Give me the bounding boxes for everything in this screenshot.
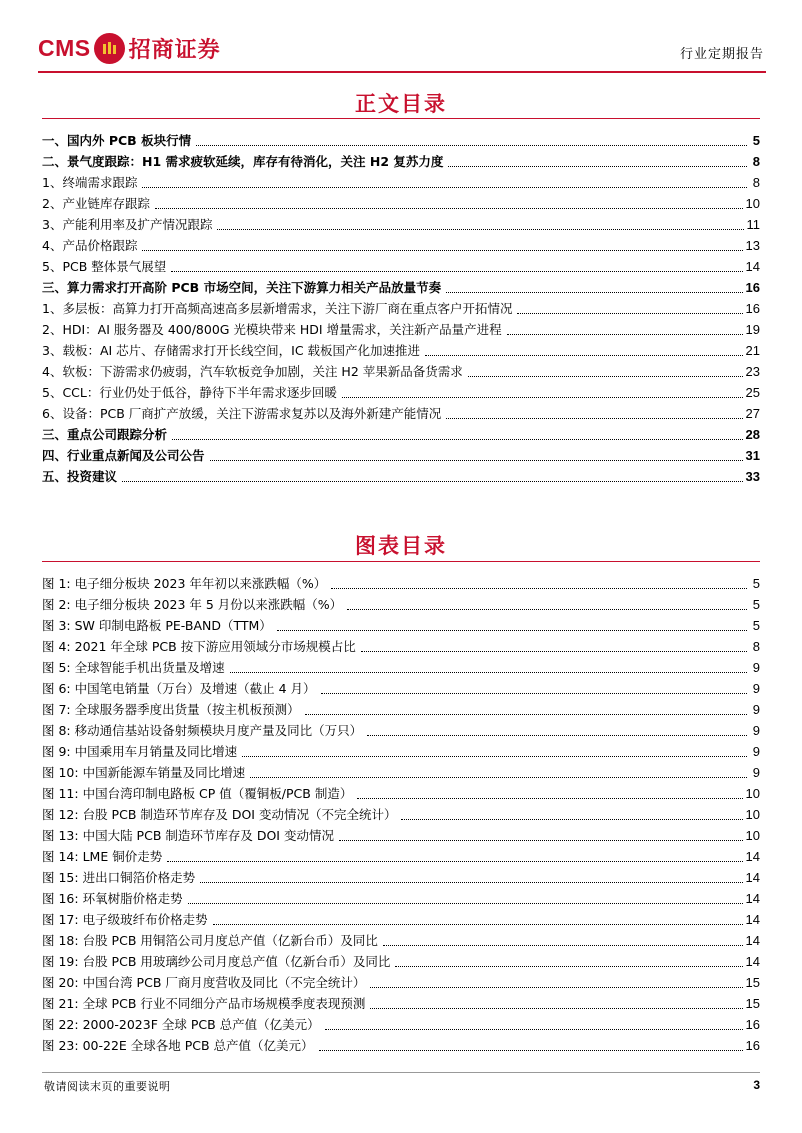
toc-entry[interactable] (42, 254, 760, 275)
company-logo (38, 28, 221, 68)
footer-divider (42, 1072, 760, 1073)
toc-entry[interactable] (42, 380, 760, 401)
figure-entry-page: 9 (752, 702, 760, 717)
figure-number: 图 12: (42, 807, 79, 822)
figure-caption: 全球服务器季度出货量（按主机板预测） (74, 702, 300, 717)
toc-entry[interactable] (42, 338, 760, 359)
figure-number: 图 18: (42, 933, 79, 948)
figure-caption: 中国新能源车销量及同比增速 (82, 765, 246, 780)
figure-entry-title (42, 597, 344, 613)
figure-entry-page: 9 (752, 681, 760, 696)
toc-entry-page: 5 (752, 133, 760, 148)
figure-entry-title (42, 576, 328, 592)
toc-entry-page: 13 (745, 238, 760, 253)
figure-entry-title (42, 975, 367, 991)
toc-leader-dots (188, 892, 743, 904)
figure-number: 图 10: (42, 765, 79, 780)
figure-caption: 中国笔电销量（万台）及增速（截止 4 月） (74, 681, 316, 696)
figure-entry[interactable] (42, 802, 760, 823)
toc-leader-dots (319, 1039, 743, 1051)
toc-entry-page: 16 (745, 280, 760, 295)
figure-caption: LME 铜价走势 (82, 849, 163, 864)
toc-leader-dots (446, 407, 742, 419)
figure-caption: 中国乘用车月销量及同比增速 (74, 744, 238, 759)
toc-leader-dots (277, 619, 747, 631)
figure-caption: 电子级玻纤布价格走势 (82, 912, 208, 927)
figure-entry-page: 9 (752, 723, 760, 738)
figure-entry-title (42, 744, 239, 760)
toc-leader-dots (395, 955, 742, 967)
figure-entry-title (42, 870, 197, 886)
toc-leader-dots (242, 745, 747, 757)
figure-number: 图 16: (42, 891, 79, 906)
figure-number: 图 17: (42, 912, 79, 927)
figure-number: 图 9: (42, 744, 71, 759)
toc-leader-dots (217, 218, 743, 230)
figure-entry-page: 14 (745, 849, 760, 864)
figure-entry-title (42, 933, 380, 949)
logo-latin: CMS (38, 34, 91, 61)
toc-leader-dots (230, 661, 747, 673)
figure-caption: SW 印制电路板 PE-BAND（TTM） (74, 618, 272, 633)
toc-leader-dots (357, 787, 742, 799)
figure-entry-page: 5 (752, 618, 760, 633)
toc-leader-dots (167, 850, 742, 862)
figure-number: 图 21: (42, 996, 79, 1011)
toc-entry-title: 一、国内外 PCB 板块行情 (42, 133, 192, 148)
main-toc-title: 正文目录 (355, 91, 447, 116)
figure-caption: 全球 PCB 行业不同细分产品市场规模季度表现预测 (82, 996, 366, 1011)
figure-entry-title (42, 912, 210, 928)
report-type: 行业定期报告 (679, 47, 764, 62)
figure-entry[interactable] (42, 634, 760, 655)
figure-entry[interactable] (42, 970, 760, 991)
figure-number: 图 15: (42, 870, 79, 885)
figure-number: 图 7: (42, 702, 71, 717)
toc-entry[interactable] (42, 170, 760, 191)
toc-leader-dots (448, 155, 747, 167)
figure-entry[interactable] (42, 949, 760, 970)
figure-caption: 中国台湾印制电路板 CP 值（覆铜板/PCB 制造） (82, 786, 353, 801)
figure-entry[interactable] (42, 676, 760, 697)
page-number: 3 (753, 1078, 760, 1092)
toc-entry-title: 6、设备：PCB 厂商扩产放缓，关注下游需求复苏以及海外新建产能情况 (42, 406, 442, 421)
toc-entry-page: 27 (745, 406, 760, 421)
figure-entry-page: 15 (745, 975, 760, 990)
figure-entry[interactable] (42, 907, 760, 928)
toc-leader-dots (425, 344, 742, 356)
logo-chinese-name: 招商证券 (128, 36, 221, 63)
figure-entry[interactable] (42, 823, 760, 844)
toc-leader-dots (347, 598, 747, 610)
figure-entry-page: 16 (745, 1017, 760, 1032)
figure-entry-page: 10 (745, 807, 760, 822)
figure-entry-title (42, 1038, 316, 1054)
figure-caption: 中国台湾 PCB 厂商月度营收及同比（不完全统计） (82, 975, 366, 990)
figure-number: 图 8: (42, 723, 71, 738)
figure-entry[interactable] (42, 886, 760, 907)
figure-entry-title (42, 849, 164, 865)
figure-entry-page: 14 (745, 954, 760, 969)
toc-entry[interactable] (42, 422, 760, 443)
toc-entry-title: 4、产品价格跟踪 (42, 238, 138, 253)
figure-toc-list (42, 571, 760, 1054)
toc-leader-dots (210, 449, 743, 461)
toc-entry-page: 33 (745, 469, 760, 484)
toc-entry-page: 28 (745, 427, 760, 442)
figure-entry[interactable] (42, 781, 760, 802)
toc-leader-dots (370, 976, 742, 988)
figure-number: 图 23: (42, 1038, 79, 1053)
toc-entry[interactable] (42, 128, 760, 149)
figure-caption: 2021 年全球 PCB 按下游应用领域分市场规模占比 (74, 639, 356, 654)
toc-leader-dots (250, 766, 747, 778)
figure-entry-title (42, 891, 185, 907)
figure-entry-page: 10 (745, 828, 760, 843)
figure-caption: 台股 PCB 用铜箔公司月度总产值（亿新台币）及同比 (82, 933, 378, 948)
figure-entry-title (42, 681, 318, 697)
toc-leader-dots (171, 260, 742, 272)
figure-entry[interactable] (42, 865, 760, 886)
toc-entry-page: 8 (752, 154, 760, 169)
figure-entry-page: 9 (752, 765, 760, 780)
toc-entry-title: 2、HDI：AI 服务器及 400/800G 光模块带来 HDI 增量需求，关注新产品量产进程 (42, 322, 502, 337)
toc-leader-dots (367, 724, 747, 736)
figure-number: 图 1: (42, 576, 71, 591)
toc-entry[interactable] (42, 191, 760, 212)
toc-leader-dots (507, 323, 743, 335)
figure-caption: 台股 PCB 制造环节库存及 DOI 变动情况（不完全统计） (82, 807, 397, 822)
toc-leader-dots (122, 470, 743, 482)
figure-entry-title (42, 723, 364, 739)
toc-entry-page: 23 (745, 364, 760, 379)
figure-entry-page: 14 (745, 891, 760, 906)
toc-leader-dots (342, 386, 743, 398)
figure-entry-page: 15 (745, 996, 760, 1011)
figure-entry-title (42, 807, 398, 823)
toc-leader-dots (321, 682, 747, 694)
toc-entry-page: 31 (745, 448, 760, 463)
figure-entry-title (42, 828, 336, 844)
figure-entry-page: 5 (752, 597, 760, 612)
main-toc-list (42, 128, 760, 485)
figure-caption: 中国大陆 PCB 制造环节库存及 DOI 变动情况 (82, 828, 334, 843)
toc-entry-page: 14 (745, 259, 760, 274)
toc-entry-page: 19 (745, 322, 760, 337)
figure-number: 图 2: (42, 597, 71, 612)
figure-entry-title (42, 765, 247, 781)
toc-leader-dots (370, 997, 742, 1009)
figure-entry-page: 16 (745, 1038, 760, 1053)
toc-entry[interactable] (42, 149, 760, 170)
toc-entry-title: 2、产业链库存跟踪 (42, 196, 150, 211)
figure-entry[interactable] (42, 760, 760, 781)
toc-entry-page: 11 (746, 217, 760, 232)
footer-disclaimer: 敬请阅读末页的重要说明 (44, 1080, 171, 1093)
toc-leader-dots (200, 871, 742, 883)
toc-leader-dots (325, 1018, 743, 1030)
figure-entry-page: 10 (745, 786, 760, 801)
toc-leader-dots (383, 934, 743, 946)
figure-entry[interactable] (42, 592, 760, 613)
figure-entry[interactable] (42, 571, 760, 592)
toc-entry-title: 四、行业重点新闻及公司公告 (42, 448, 205, 463)
figure-caption: 2000-2023F 全球 PCB 总产值（亿美元） (82, 1017, 320, 1032)
logo-emblem-icon (94, 33, 125, 64)
figure-entry-title (42, 618, 274, 634)
toc-entry[interactable] (42, 359, 760, 380)
toc-entry-page: 8 (752, 175, 760, 190)
figure-entry[interactable] (42, 697, 760, 718)
figure-caption: 电子细分板块 2023 年 5 月份以来涨跌幅（%） (74, 597, 343, 612)
figure-number: 图 13: (42, 828, 79, 843)
toc-entry[interactable] (42, 212, 760, 233)
toc-leader-dots (155, 197, 743, 209)
figure-number: 图 3: (42, 618, 71, 633)
toc-leader-dots (142, 239, 742, 251)
toc-entry[interactable] (42, 296, 760, 317)
toc-entry-title: 1、多层板：高算力打开高频高速高多层新增需求，关注下游厂商在重点客户开拓情况 (42, 301, 513, 316)
toc-leader-dots (401, 808, 742, 820)
toc-entry[interactable] (42, 233, 760, 254)
toc-leader-dots (361, 640, 747, 652)
toc-entry-title: 1、终端需求跟踪 (42, 175, 138, 190)
figure-entry-page: 9 (752, 744, 760, 759)
figure-entry-page: 14 (745, 870, 760, 885)
toc-entry-title: 二、景气度跟踪：H1 需求疲软延续，库存有待消化，关注 H2 复苏力度 (42, 154, 444, 169)
figure-number: 图 14: (42, 849, 79, 864)
figure-entry[interactable] (42, 739, 760, 760)
figure-number: 图 20: (42, 975, 79, 990)
figure-number: 图 6: (42, 681, 71, 696)
toc-entry-page: 25 (745, 385, 760, 400)
figure-entry-title (42, 786, 354, 802)
figure-entry[interactable] (42, 928, 760, 949)
toc-entry[interactable] (42, 317, 760, 338)
figure-caption: 环氧树脂价格走势 (82, 891, 183, 906)
toc-leader-dots (305, 703, 747, 715)
toc-entry-title: 3、载板：AI 芯片、存储需求打开长线空间，IC 载板国产化加速推进 (42, 343, 421, 358)
figure-toc-title-divider (42, 561, 760, 562)
toc-leader-dots (142, 176, 747, 188)
toc-leader-dots (172, 428, 743, 440)
figure-number: 图 4: (42, 639, 71, 654)
toc-leader-dots (446, 281, 742, 293)
figure-number: 图 5: (42, 660, 71, 675)
figure-entry-title (42, 702, 302, 718)
header-divider (38, 71, 766, 73)
toc-leader-dots (468, 365, 743, 377)
toc-entry-page: 21 (745, 343, 760, 358)
figure-entry-title (42, 639, 358, 655)
toc-entry-title: 3、产能利用率及扩产情况跟踪 (42, 217, 213, 232)
figure-entry-page: 5 (752, 576, 760, 591)
figure-entry-title (42, 954, 392, 970)
figure-entry-title (42, 660, 227, 676)
toc-entry-page: 10 (745, 196, 760, 211)
figure-entry-page: 8 (752, 639, 760, 654)
toc-entry-page: 16 (745, 301, 760, 316)
figure-caption: 电子细分板块 2023 年年初以来涨跌幅（%） (74, 576, 327, 591)
figure-caption: 移动通信基站设备射频模块月度产量及同比（万只） (74, 723, 363, 738)
main-toc-title-divider (42, 118, 760, 119)
figure-entry-page: 14 (745, 933, 760, 948)
page-header (38, 28, 766, 70)
toc-entry-title: 三、重点公司跟踪分析 (42, 427, 168, 442)
toc-entry-title: 4、软板：下游需求仍疲弱，汽车软板竞争加剧，关注 H2 苹果新品备货需求 (42, 364, 463, 379)
figure-entry[interactable] (42, 844, 760, 865)
figure-entry[interactable] (42, 991, 760, 1012)
figure-entry[interactable] (42, 1033, 760, 1054)
figure-entry-title (42, 996, 367, 1012)
toc-entry[interactable] (42, 275, 760, 296)
toc-entry-title: 5、PCB 整体景气展望 (42, 259, 167, 274)
toc-entry-title: 五、投资建议 (42, 469, 118, 484)
toc-leader-dots (339, 829, 743, 841)
figure-number: 图 19: (42, 954, 79, 969)
figure-entry[interactable] (42, 613, 760, 634)
toc-leader-dots (331, 577, 747, 589)
figure-entry-page: 14 (745, 912, 760, 927)
toc-leader-dots (196, 134, 747, 146)
figure-caption: 全球智能手机出货量及增速 (74, 660, 225, 675)
toc-entry-title: 5、CCL：行业仍处于低谷，静待下半年需求逐步回暖 (42, 385, 337, 400)
figure-caption: 进出口铜箔价格走势 (82, 870, 196, 885)
figure-entry[interactable] (42, 655, 760, 676)
figure-caption: 台股 PCB 用玻璃纱公司月度总产值（亿新台币）及同比 (82, 954, 391, 969)
figure-toc-title: 图表目录 (355, 533, 447, 558)
figure-entry[interactable] (42, 718, 760, 739)
figure-entry[interactable] (42, 1012, 760, 1033)
toc-entry-title: 三、算力需求打开高阶 PCB 市场空间，关注下游算力相关产品放量节奏 (42, 280, 442, 295)
figure-number: 图 22: (42, 1017, 79, 1032)
toc-entry[interactable] (42, 401, 760, 422)
figure-entry-page: 9 (752, 660, 760, 675)
figure-caption: 00-22E 全球各地 PCB 总产值（亿美元） (82, 1038, 314, 1053)
figure-entry-title (42, 1017, 322, 1033)
toc-leader-dots (213, 913, 743, 925)
figure-number: 图 11: (42, 786, 79, 801)
toc-leader-dots (517, 302, 742, 314)
toc-entry[interactable] (42, 464, 760, 485)
toc-entry[interactable] (42, 443, 760, 464)
